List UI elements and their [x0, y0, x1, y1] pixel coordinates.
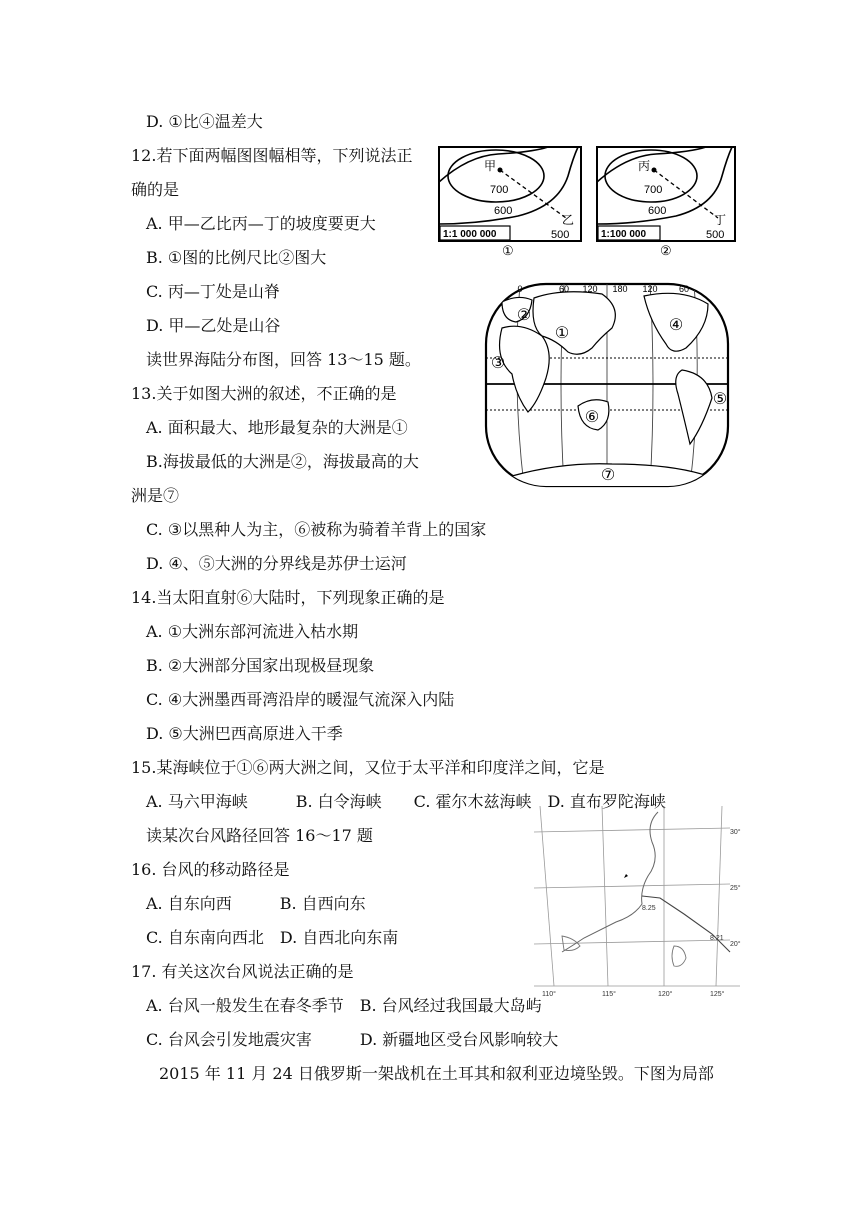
- scale-label: 1:1 000 000: [443, 229, 497, 240]
- q17-stem: 17. 有关这次台风说法正确的是: [131, 962, 354, 981]
- q12-option-b: B. ①图的比例尺比②图大: [146, 248, 327, 267]
- q17-options-ab: A. 台风一般发生在春冬季节 B. 台风经过我国最大岛屿: [146, 996, 542, 1015]
- taiwan-island: [672, 946, 686, 966]
- contour-label-700: 700: [490, 184, 509, 196]
- q15-stem: 15.某海峡位于①⑥两大洲之间，又位于太平洋和印度洋之间，它是: [131, 758, 605, 777]
- end-label: 丁: [714, 213, 727, 227]
- q13-stem: 13.关于如图大洲的叙述，不正确的是: [131, 384, 397, 403]
- q11-option-d: D. ①比④温差大: [146, 112, 263, 131]
- coastline: [562, 812, 658, 952]
- lat-label-25: 25°: [730, 885, 741, 892]
- continent-label-3: ③: [490, 355, 506, 372]
- track-arrow: [624, 874, 628, 878]
- contour-label-600: 600: [494, 205, 513, 217]
- lat-label-20: 20°: [730, 941, 741, 948]
- map-number: ①: [502, 243, 514, 256]
- lon-label-60w: 60: [678, 284, 690, 294]
- section-13-15-intro: 读世界海陆分布图，回答 13～15 题。: [146, 350, 421, 369]
- scale-label: 1:100 000: [601, 229, 647, 240]
- q14-option-b: B. ②大洲部分国家出现极昼现象: [146, 656, 375, 675]
- q14-option-d: D. ⑤大洲巴西高原进入干季: [146, 724, 343, 743]
- world-map: [472, 278, 742, 492]
- q13-option-b: B.海拔最低的大洲是②，海拔最高的大: [146, 452, 419, 471]
- q12-option-c: C. 丙—丁处是山脊: [146, 282, 280, 301]
- continent-label-4: ④: [668, 317, 684, 334]
- contour-map-2: [596, 146, 736, 256]
- contour-label-700: 700: [644, 184, 663, 196]
- lon-label-180: 180: [612, 284, 628, 294]
- contour-map-1: [438, 146, 582, 256]
- news-paragraph: 2015 年 11 月 24 日俄罗斯一架战机在土耳其和叙利亚边境坠毁。下图为局部: [159, 1064, 714, 1083]
- contour-label-500: 500: [706, 229, 725, 241]
- q13-option-d: D. ④、⑤大洲的分界线是苏伊士运河: [146, 554, 407, 573]
- grid-lines: [534, 806, 730, 986]
- lon-label-60e: 60: [558, 284, 570, 294]
- q15-options: A. 马六甲海峡 B. 白令海峡 C. 霍尔木兹海峡 D. 直布罗陀海峡: [146, 792, 666, 811]
- q12-stem: 12.若下面两幅图图幅相等，下列说法正: [131, 146, 413, 165]
- q12-option-a: A. 甲—乙比丙—丁的坡度要更大: [146, 214, 376, 233]
- map-number: ②: [660, 243, 672, 256]
- q13-option-b-cont: 洲是⑦: [131, 486, 180, 505]
- contour-label-600: 600: [648, 205, 667, 217]
- lon-label-0: 0: [517, 284, 523, 294]
- peak-dot: [498, 168, 503, 173]
- q17-options-cd: C. 台风会引发地震灾害 D. 新疆地区受台风影响较大: [146, 1030, 559, 1049]
- q16-stem: 16. 台风的移动路径是: [131, 860, 290, 879]
- continent-label-5: ⑤: [712, 391, 728, 408]
- peak-label: 甲: [484, 159, 497, 173]
- lon-label-110: 110°: [542, 991, 556, 998]
- q12-stem-cont: 确的是: [131, 180, 180, 199]
- q13-option-c: C. ③以黑种人为主，⑥被称为骑着羊背上的国家: [146, 520, 487, 539]
- date-label-821: 8.21: [710, 935, 724, 942]
- continent-label-6: ⑥: [584, 409, 600, 426]
- lon-label-120e: 120: [582, 284, 598, 294]
- q16-options-cd: C. 自东南向西北 D. 自西北向东南: [146, 928, 399, 947]
- q14-stem: 14.当太阳直射⑥大陆时，下列现象正确的是: [131, 588, 445, 607]
- continent-label-7: ⑦: [600, 467, 616, 484]
- q16-options-ab: A. 自东向西 B. 自西向东: [146, 894, 366, 913]
- lon-label-120: 120°: [658, 991, 673, 998]
- peak-dot: [652, 168, 657, 173]
- lat-label-30: 30°: [730, 829, 741, 836]
- q12-option-d: D. 甲—乙处是山谷: [146, 316, 281, 335]
- date-label-825: 8.25: [642, 905, 656, 912]
- contour-label-500: 500: [551, 229, 570, 241]
- peak-label: 丙: [638, 159, 651, 173]
- section-16-17-intro: 读某次台风路径回答 16～17 题: [146, 826, 373, 845]
- continent-label-1: ①: [554, 325, 570, 342]
- end-label: 乙: [562, 213, 575, 227]
- lon-label-125: 125°: [710, 991, 725, 998]
- lon-label-115: 115°: [602, 991, 616, 998]
- continent-label-2: ②: [516, 307, 532, 324]
- typhoon-map: [534, 806, 744, 1000]
- q14-option-c: C. ④大洲墨西哥湾沿岸的暖湿气流深入内陆: [146, 690, 455, 709]
- q13-option-a: A. 面积最大、地形最复杂的大洲是①: [146, 418, 408, 437]
- q14-option-a: A. ①大洲东部河流进入枯水期: [146, 622, 359, 641]
- lon-label-120w: 120: [642, 284, 658, 294]
